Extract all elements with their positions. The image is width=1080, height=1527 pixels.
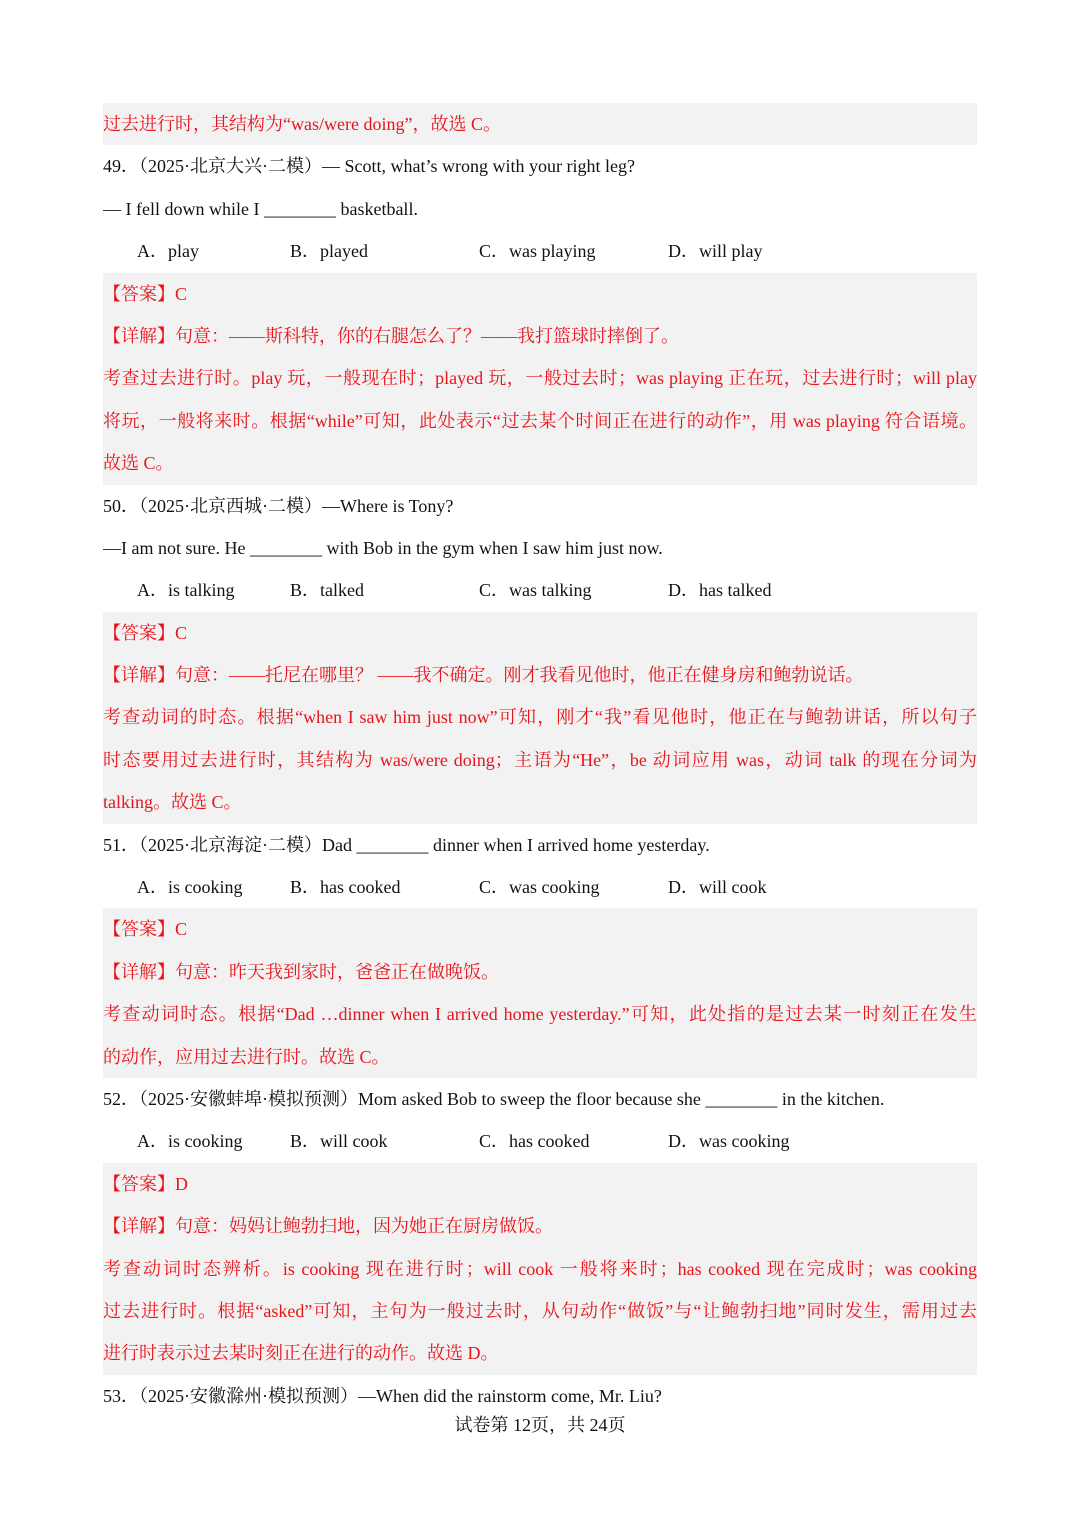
q52-option-b: B．will cook	[290, 1131, 388, 1152]
q50-stem: 50．（2025·北京西城·二模）—Where is Tony?	[103, 495, 454, 516]
q52-options	[103, 1120, 977, 1162]
q52-explain-line1: 考查动词时态辨析。is cooking 现在进行时；will cook 一般将来时；has cooked 现在完成时；was cooking	[103, 1258, 977, 1279]
q52-answer: 【答案】D	[103, 1173, 188, 1194]
q52-option-c: C．has cooked	[479, 1131, 590, 1152]
q50-detail: 【详解】句意：——托尼在哪里？ ——我不确定。刚才我看见他时，他正在健身房和鲍勃说话。	[103, 665, 864, 686]
q50-stem-line2: —I am not sure. He ________ with Bob in the gym when I saw him just now.	[103, 537, 663, 558]
q52-stem: 52．（2025·安徽蚌埠·模拟预测）Mom asked Bob to sweep the floor because she ________ in the kitchen.	[103, 1088, 885, 1109]
q50-explain-line3: talking。故选 C。	[103, 792, 242, 813]
q50-option-b: B．talked	[290, 580, 364, 601]
q52-detail: 【详解】句意：妈妈让鲍勃扫地，因为她正在厨房做饭。	[103, 1216, 553, 1237]
q49-option-b: B．played	[290, 241, 368, 262]
q49-stem: 49．（2025·北京大兴·二模）— Scott, what’s wrong with your right leg?	[103, 156, 635, 177]
q48-explanation-tail: 过去进行时，其结构为“was/were doing”，故选 C。	[103, 103, 977, 145]
q50-explain-line1: 考查动词的时态。根据“when I saw him just now”可知，刚才“我”看见他时，他正在与鲍勃讲话，所以句子	[103, 707, 977, 728]
q50-explain-line2: 时态要用过去进行时，其结构为 was/were doing；主语为“He”，be 动词应用 was，动词 talk 的现在分词为	[103, 749, 977, 770]
q50-answer-block	[103, 612, 977, 824]
q50-answer: 【答案】C	[103, 622, 188, 643]
q49-explain-line3: 故选 C。	[103, 453, 174, 474]
q49-option-a: A．play	[137, 241, 199, 262]
q50-option-c: C．was talking	[479, 580, 592, 601]
q50-option-d: D．has talked	[668, 580, 772, 601]
q49-answer-block	[103, 273, 977, 485]
q52-answer-block	[103, 1163, 977, 1375]
q52-option-a: A．is cooking	[137, 1131, 243, 1152]
q49-explain-line2: 将玩，一般将来时。根据“while”可知，此处表示“过去某个时间正在进行的动作”，用 was playing 符合语境。	[103, 410, 977, 431]
q51-option-c: C．was cooking	[479, 877, 600, 898]
q49-option-d: D．will play	[668, 241, 763, 262]
q49-detail: 【详解】句意：——斯科特，你的右腿怎么了？——我打篮球时摔倒了。	[103, 325, 679, 346]
page-content	[103, 103, 977, 1417]
q53-stem: 53．（2025·安徽滁州·模拟预测）—When did the rainstorm come, Mr. Liu?	[103, 1385, 662, 1406]
q49-option-c: C．was playing	[479, 241, 596, 262]
q50-option-a: A．is talking	[137, 580, 235, 601]
page-footer: 试卷第 12页，共 24页	[454, 1415, 626, 1435]
q51-options	[103, 866, 977, 908]
q50-options	[103, 569, 977, 611]
q49-options	[103, 230, 977, 272]
q51-answer: 【答案】C	[103, 919, 188, 940]
q51-stem: 51．（2025·北京海淀·二模）Dad ________ dinner when I arrived home yesterday.	[103, 834, 710, 855]
q52-explain-line2: 过去进行时。根据“asked”可知，主句为一般过去时，从句动作“做饭”与“让鲍勃扫地”同时发生，需用过去	[103, 1300, 977, 1321]
q51-option-a: A．is cooking	[137, 877, 243, 898]
q49-stem-line2: — I fell down while I ________ basketball.	[103, 198, 418, 219]
q51-option-b: B．has cooked	[290, 877, 401, 898]
q51-explain-line1: 考查动词时态。根据“Dad …dinner when I arrived home yesterday.”可知，此处指的是过去某一时刻正在发生	[103, 1004, 977, 1025]
q49-explain-line1: 考查过去进行时。play 玩，一般现在时；played 玩，一般过去时；was playing 正在玩，过去进行时；will play	[103, 368, 977, 389]
q52-option-d: D．was cooking	[668, 1131, 790, 1152]
q49-answer: 【答案】C	[103, 283, 188, 304]
q51-answer-block	[103, 908, 977, 1078]
q52-explain-line3: 进行时表示过去某时刻正在进行的动作。故选 D。	[103, 1343, 499, 1364]
q51-detail: 【详解】句意：昨天我到家时，爸爸正在做晚饭。	[103, 961, 499, 982]
q51-explain-line2: 的动作，应用过去进行时。故选 C。	[103, 1046, 390, 1067]
q51-option-d: D．will cook	[668, 877, 767, 898]
